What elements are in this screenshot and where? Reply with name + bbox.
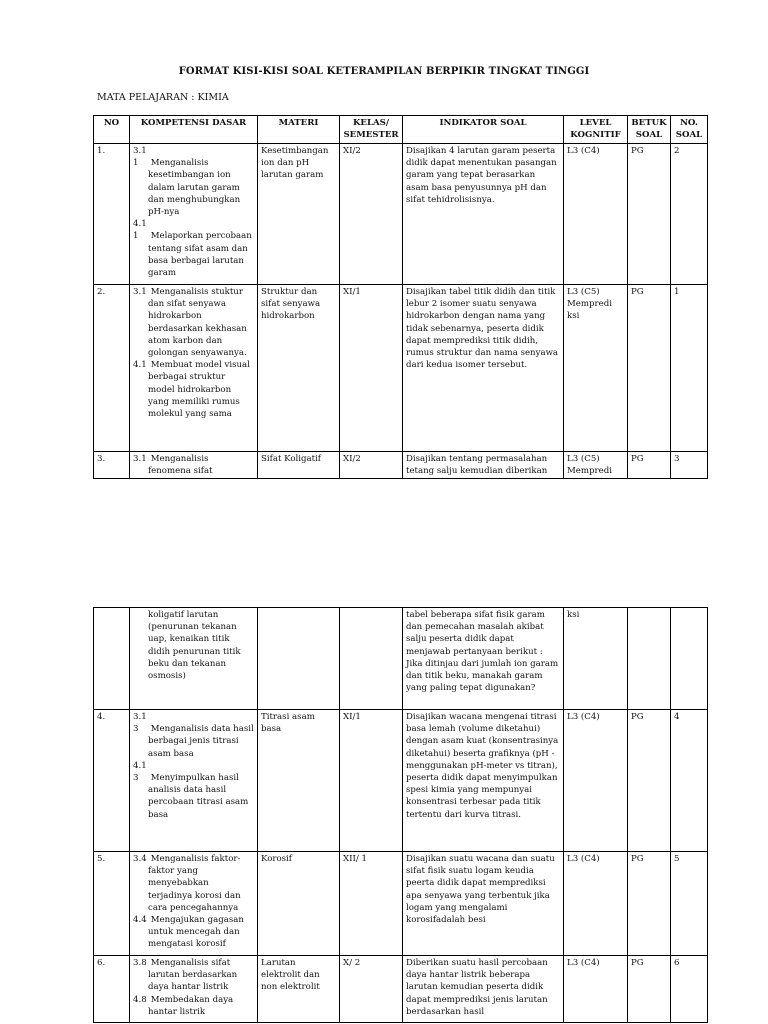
header-level-kognitif: LEVEL KOGNITIF <box>564 116 628 144</box>
indikator-cell: Disajikan tabel titik didih dan titik lebur 2 isomer suatu senyawa hidrokarbon dengan nama yang tidak sebenarnya, peserta didik dapat memprediksi titik didih, rumus struktur dan nama senyawa dari kedua isomer tersebut. <box>403 285 564 452</box>
level-cell: L3 (C5) Mempredi <box>564 452 628 479</box>
nosoal-cell <box>671 608 708 710</box>
table-row <box>94 452 708 479</box>
bentuk-cell <box>628 608 671 710</box>
row-number: 1. <box>94 144 130 285</box>
kd-item: 4.13 Menyimpulkan hasil analisis data hasil percobaan titrasi asam basa <box>133 760 249 820</box>
kd-item: 3.11 Menganalisis kesetimbangan ion dalam larutan garam dan menghubungkan pH-nya <box>133 146 241 218</box>
kelas-cell <box>340 608 403 710</box>
nosoal-cell: 2 <box>671 144 708 285</box>
kompetensi-dasar-cell <box>130 285 258 452</box>
kelas-cell: XI/2 <box>340 144 403 285</box>
kisi-table-page-1 <box>93 115 708 479</box>
table-row <box>94 710 708 852</box>
nosoal-cell: 1 <box>671 285 708 452</box>
nosoal-cell: 6 <box>671 956 708 1023</box>
level-cell: L3 (C4) <box>564 710 628 852</box>
row-number: 5. <box>94 852 130 956</box>
header-materi: MATERI <box>258 116 340 144</box>
level-cell: L3 (C4) <box>564 956 628 1023</box>
indikator-cell: Disajikan 4 larutan garam peserta didik dapat menentukan pasangan garam yang tepat berasarkan asam basa penyusunnya pH dan sifat tehidrolisisnya. <box>403 144 564 285</box>
document-title: FORMAT KISI-KISI SOAL KETERAMPILAN BERPIKIR TINGKAT TINGGI <box>178 66 590 77</box>
materi-cell: Struktur dan sifat senyawa hidrokarbon <box>258 285 340 452</box>
materi-cell: Titrasi asam basa <box>258 710 340 852</box>
bentuk-cell: PG <box>628 144 671 285</box>
kompetensi-dasar-cell: koligatif larutan (penurunan tekanan uap, kenaikan titik didih penurunan titik beku dan tekanan osmosis) <box>130 608 258 710</box>
kd-item: 3.1 Menganalisis fenomena sifat <box>133 454 213 477</box>
materi-cell: Larutan elektrolit dan non elektrolit <box>258 956 340 1023</box>
kelas-cell: X/ 2 <box>340 956 403 1023</box>
materi-cell <box>258 608 340 710</box>
table-row-continuation <box>94 608 708 710</box>
table-row <box>94 956 708 1023</box>
kd-item: 3.4 Menganalisis faktor-faktor yang menyebabkan terjadinya korosi dan cara pencegahannya <box>133 854 241 913</box>
kompetensi-dasar-cell <box>130 852 258 956</box>
header-indikator-soal: INDIKATOR SOAL <box>403 116 564 144</box>
kelas-cell: XI/1 <box>340 710 403 852</box>
header-kelas-semester: KELAS/ SEMESTER <box>340 116 403 144</box>
bentuk-cell: PG <box>628 956 671 1023</box>
nosoal-cell: 3 <box>671 452 708 479</box>
kompetensi-dasar-cell <box>130 144 258 285</box>
level-cell: ksi <box>564 608 628 710</box>
kd-item: 3.13 Menganalisis data hasil berbagai jenis titrasi asam basa <box>133 712 254 759</box>
kompetensi-dasar-cell <box>130 452 258 479</box>
bentuk-cell: PG <box>628 852 671 956</box>
indikator-cell: Disajikan wacana mengenai titrasi basa lemah (volume diketahui) dengan asam kuat (konsentrasinya diketahui) beserta grafiknya (pH - menggunakan pH-meter vs titran), peserta didik dapat menyimpulkan spesi kimia yang mempunyai konsentrasi terbesar pada titik tertentu dari kurva titrasi. <box>403 710 564 852</box>
header-bentuk-soal: BETUK SOAL <box>628 116 671 144</box>
kd-item: 3.1 Menganalisis stuktur dan sifat senyawa hidrokarbon berdasarkan kekhasan atom karbon dan golongan senyawanya. <box>133 287 247 359</box>
kd-item: 4.1 Membuat model visual berbagai struktur model hidrokarbon yang memiliki rumus molekul yang sama <box>133 360 250 420</box>
kd-item: 4.4 Mengajukan gagasan untuk mencegah dan mengatasi korosif <box>133 915 244 950</box>
indikator-cell: tabel beberapa sifat fisik garam dan pemecahan masalah akibat salju peserta didik dapat menjawab pertanyaan berikut : Jika ditinjau dari jumlah ion garam dan titik beku, manakah garam yang paling tepat digunakan? <box>403 608 564 710</box>
materi-cell: Sifat Koligatif <box>258 452 340 479</box>
indikator-cell: Disajikan tentang permasalahan tetang salju kemudian diberikan <box>403 452 564 479</box>
indikator-cell: Disajikan suatu wacana dan suatu sifat fisik suatu logam keudia peerta didik dapat memprediksi apa senyawa yang terbentuk jika logam yang mengalami korosifadalah besi <box>403 852 564 956</box>
kelas-cell: XII/ 1 <box>340 852 403 956</box>
level-cell: L3 (C4) <box>564 144 628 285</box>
row-number: 4. <box>94 710 130 852</box>
table-row <box>94 852 708 956</box>
bentuk-cell: PG <box>628 710 671 852</box>
kelas-cell: XI/1 <box>340 285 403 452</box>
table-row <box>94 285 708 452</box>
materi-cell: Kesetimbangan ion dan pH larutan garam <box>258 144 340 285</box>
nosoal-cell: 5 <box>671 852 708 956</box>
kompetensi-dasar-cell <box>130 710 258 852</box>
table-header-row <box>94 116 708 144</box>
kd-item: 3.8 Menganalisis sifat larutan berdasarkan daya hantar listrik <box>133 958 238 993</box>
row-number <box>94 608 130 710</box>
bentuk-cell: PG <box>628 285 671 452</box>
kelas-cell: XI/2 <box>340 452 403 479</box>
row-number: 3. <box>94 452 130 479</box>
bentuk-cell: PG <box>628 452 671 479</box>
subject-label: MATA PELAJARAN : KIMIA <box>97 92 229 103</box>
indikator-cell: Diberikan suatu hasil percobaan daya hantar listrik beberapa larutan kemudian peserta didik dapat memprediksi jenis larutan berdasarkan hasil <box>403 956 564 1023</box>
row-number: 6. <box>94 956 130 1023</box>
header-no-soal: NO. SOAL <box>671 116 708 144</box>
level-cell: L3 (C4) <box>564 852 628 956</box>
nosoal-cell: 4 <box>671 710 708 852</box>
kd-item: 4.8 Membedakan daya hantar listrik <box>133 994 234 1017</box>
level-cell: L3 (C5) Mempredi ksi <box>564 285 628 452</box>
header-kompetensi-dasar: KOMPETENSI DASAR <box>130 116 258 144</box>
row-number: 2. <box>94 285 130 452</box>
kompetensi-dasar-cell <box>130 956 258 1023</box>
kisi-table-page-2 <box>93 607 708 1023</box>
kd-item: 4.11 Melaporkan percobaan tentang sifat asam dan basa berbagai larutan garam <box>133 219 252 279</box>
header-no: NO <box>94 116 130 144</box>
materi-cell: Korosif <box>258 852 340 956</box>
table-row <box>94 144 708 285</box>
